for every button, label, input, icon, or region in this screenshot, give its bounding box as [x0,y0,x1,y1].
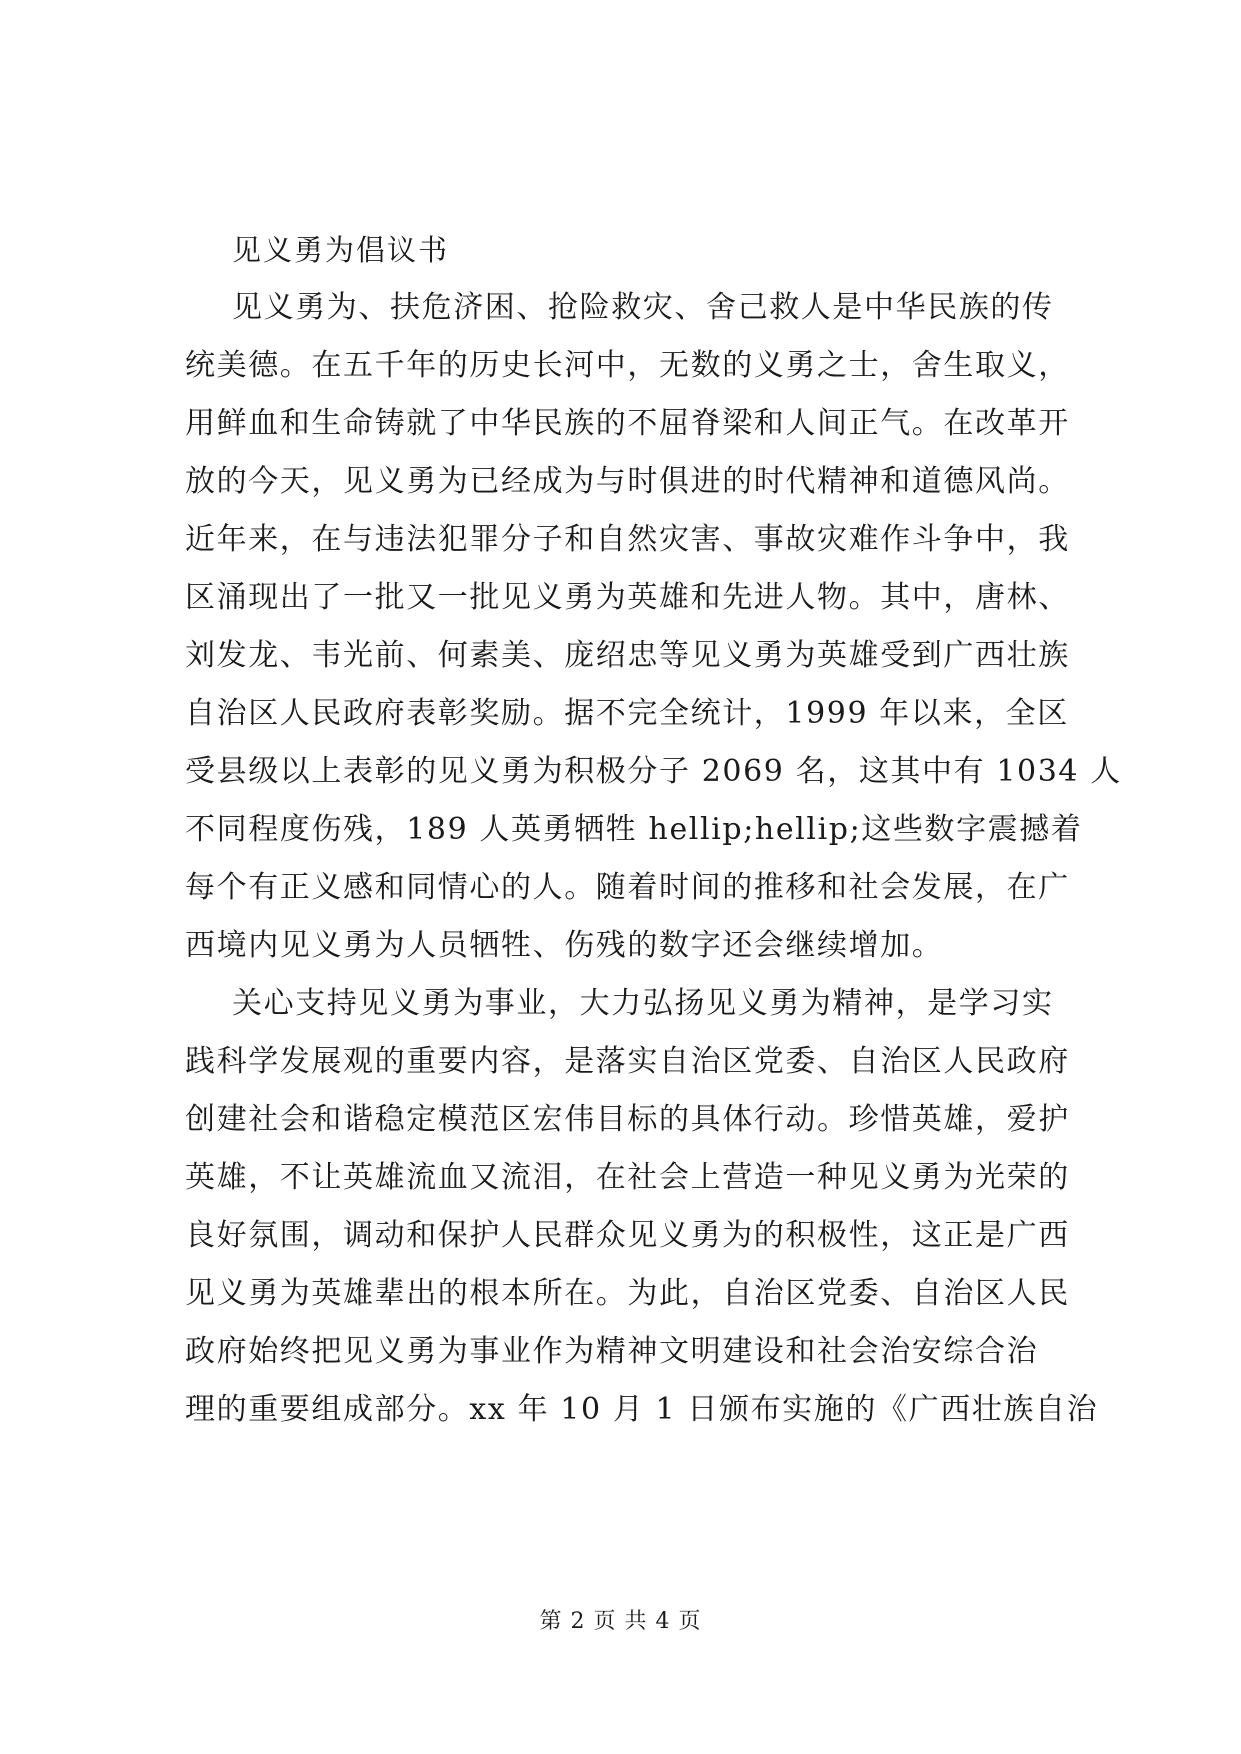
paragraph-line: 西境内见义勇为人员牺牲、伤残的数字还会继续增加。 [185,928,944,963]
paragraph-line: 见义勇为英雄辈出的根本所在。为此，自治区党委、自治区人民 [185,1276,1070,1311]
paragraph-line: 不同程度伤残，189 人英勇牺牲 hellip;hellip;这些数字震撼着 [185,812,1083,847]
document-title: 见义勇为倡议书 [232,233,450,267]
paragraph-line: 近年来，在与违法犯罪分子和自然灾害、事故灾难作斗争中，我 [185,522,1070,557]
paragraph-line: 每个有正义感和同情心的人。随着时间的推移和社会发展，在广 [185,870,1070,905]
paragraph-line: 良好氛围，调动和保护人民群众见义勇为的积极性，这正是广西 [185,1218,1070,1253]
paragraph-line: 受县级以上表彰的见义勇为积极分子 2069 名，这其中有 1034 人 [185,754,1122,789]
paragraph-line: 放的今天，见义勇为已经成为与时俱进的时代精神和道德风尚。 [185,464,1070,499]
paragraph-line: 理的重要组成部分。xx 年 10 月 1 日颁布实施的《广西壮族自治 [185,1392,1099,1427]
page-number-footer: 第 2 页 共 4 页 [539,1609,702,1634]
paragraph-line: 统美德。在五千年的历史长河中，无数的义勇之士，舍生取义， [185,348,1070,383]
paragraph-line: 创建社会和谐稳定模范区宏伟目标的具体行动。珍惜英雄，爱护 [185,1102,1070,1137]
paragraph-line: 区涌现出了一批又一批见义勇为英雄和先进人物。其中，唐林、 [185,580,1070,615]
paragraph-line: 英雄，不让英雄流血又流泪，在社会上营造一种见义勇为光荣的 [185,1160,1070,1195]
paragraph-line: 见义勇为、扶危济困、抢险救灾、舍己救人是中华民族的传 [232,290,1054,325]
paragraph-line: 政府始终把见义勇为事业作为精神文明建设和社会治安综合治 [185,1334,1039,1369]
paragraph-line: 用鲜血和生命铸就了中华民族的不屈脊梁和人间正气。在改革开 [185,406,1070,441]
paragraph-line: 刘发龙、韦光前、何素美、庞绍忠等见义勇为英雄受到广西壮族 [185,638,1070,673]
paragraph-line: 践科学发展观的重要内容，是落实自治区党委、自治区人民政府 [185,1044,1070,1079]
paragraph-line: 自治区人民政府表彰奖励。据不完全统计，1999 年以来，全区 [185,696,1069,731]
paragraph-line: 关心支持见义勇为事业，大力弘扬见义勇为精神，是学习实 [232,986,1054,1021]
